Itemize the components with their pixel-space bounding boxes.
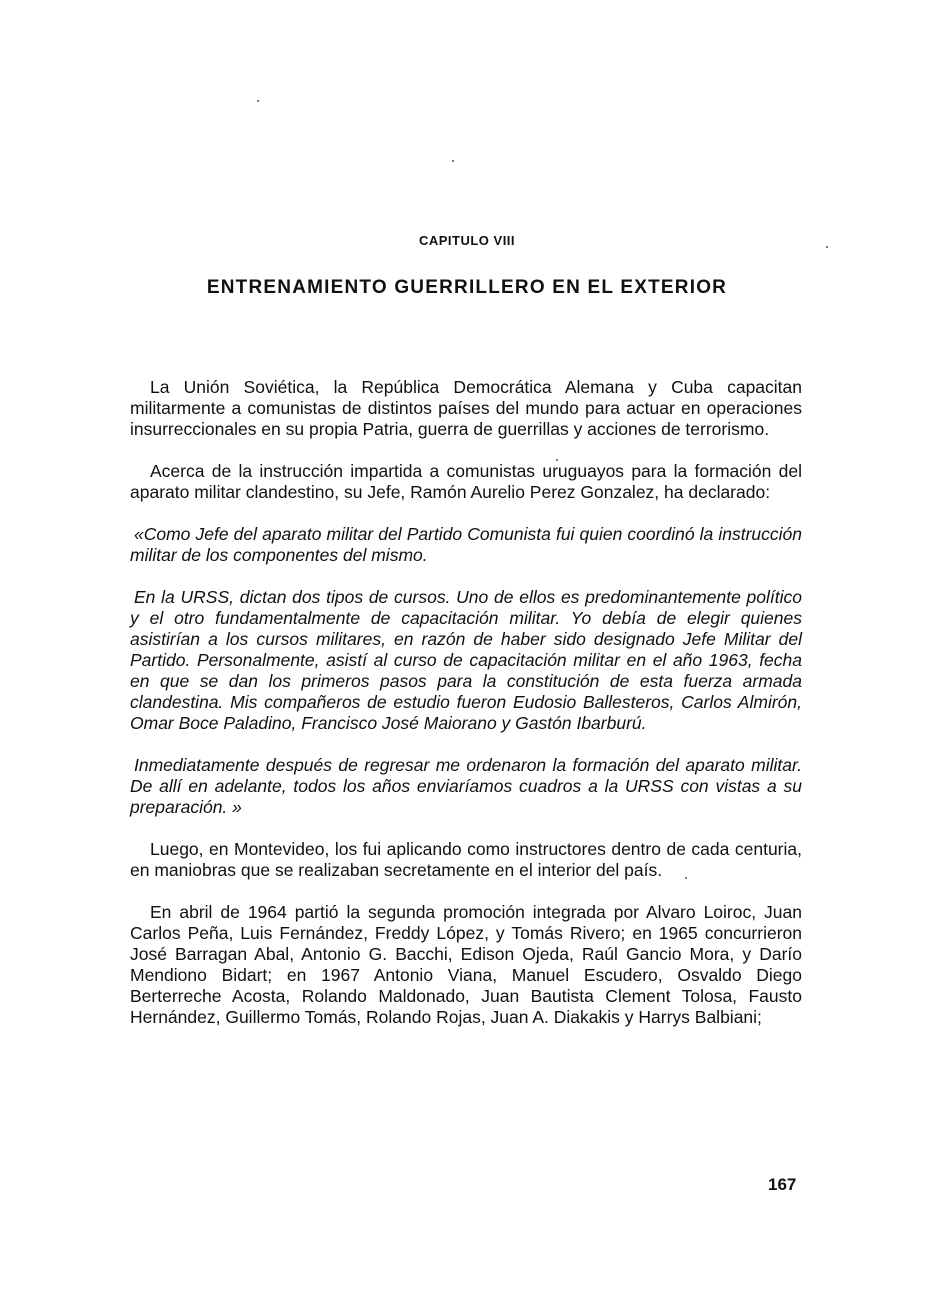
paragraph-7: En abril de 1964 partió la segunda promoción integrada por Alvaro Loiroc, Juan Carlos Peña, Luis Fernández, Freddy López, y Tomás Rivero; en 1965 concurrieron José Barragan Abal, Antonio G. Bacchi, Edison Ojeda, Raúl Gancio Mora, y Darío Mendiono Bidart; en 1967 Antonio Viana, Manuel Escudero, Osvaldo Diego Berterreche Acosta, Rolando Maldonado, Juan Bautista Clement Tolosa, Fausto Hernández, Guillermo Tomás, Rolando Rojas, Juan A. Diakakis y Harrys Balbiani; bbox=[130, 902, 802, 1027]
chapter-title: ENTRENAMIENTO GUERRILLERO EN EL EXTERIOR bbox=[206, 277, 728, 298]
quote-paragraph-3: Inmediatamente después de regresar me ordenaron la formación del aparato militar. De allí en adelante, todos los años enviaríamos cuadros a la URSS con vistas a su preparación. » bbox=[130, 755, 802, 817]
scan-speck bbox=[685, 877, 687, 879]
quote-paragraph-1: «Como Jefe del aparato militar del Partido Comunista fui quien coordinó la instrucción militar de los componentes del mismo. bbox=[130, 524, 802, 565]
paragraph-2: Acerca de la instrucción impartida a comunistas uruguayos para la formación del aparato militar clandestino, su Jefe, Ramón Aurelio Perez Gonzalez, ha declarado: bbox=[130, 461, 802, 502]
scan-speck bbox=[556, 459, 558, 461]
scan-speck bbox=[826, 246, 828, 248]
quote-paragraph-2: En la URSS, dictan dos tipos de cursos. Uno de ellos es predominantemente político y el otro fundamentalmente de capacitación militar. Yo debía de elegir quienes asistirían a los cursos militares, en razón de haber sido designado Jefe Militar del Partido. Personalmente, asistí al curso de capacitación militar en el año 1963, fecha en que se dan los primeros pasos para la constitución de esta fuerza armada clandestina. Mis compañeros de estudio fueron Eudosio Ballesteros, Carlos Almirón, Omar Boce Paladino, Francisco José Maiorano y Gastón Ibarburú. bbox=[130, 587, 802, 733]
paragraph-6: Luego, en Montevideo, los fui aplicando como instructores dentro de cada centuria, en maniobras que se realizaban secretamente en el interior del país. bbox=[130, 839, 802, 880]
scan-speck bbox=[452, 160, 454, 162]
chapter-label: CAPITULO VIII bbox=[418, 233, 516, 248]
scan-speck bbox=[257, 100, 259, 102]
page-number: 167 bbox=[768, 1175, 797, 1194]
paragraph-1: La Unión Soviética, la República Democrática Alemana y Cuba capacitan militarmente a comunistas de distintos países del mundo para actuar en operaciones insurreccionales en su propia Patria, guerra de guerrillas y acciones de terrorismo. bbox=[130, 377, 802, 439]
body-text bbox=[130, 377, 802, 1028]
